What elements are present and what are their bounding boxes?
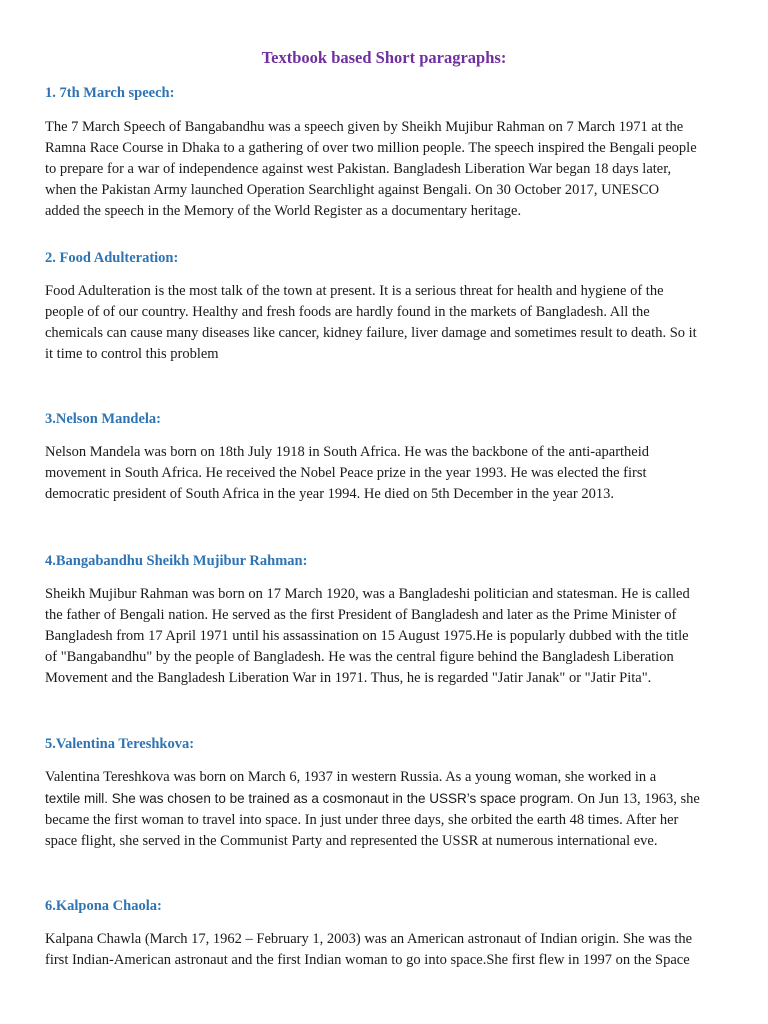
paragraph-line-segment-serif: On Jun 13, 1963, she xyxy=(573,791,700,807)
paragraph-line: when the Pakistan Army launched Operation Searchlight against Bengali. On 30 October 2017, UNESCO xyxy=(45,182,660,198)
paragraph-line: it time to control this problem xyxy=(45,346,219,362)
paragraph-line: the father of Bengali nation. He served as the first President of Bangladesh and later as the Prime Minister of xyxy=(45,607,677,623)
paragraph-7th-march-speech xyxy=(45,117,725,222)
document-title: Textbook based Short paragraphs: xyxy=(261,48,507,67)
paragraph-line-segment-sans: textile mill. She was chosen to be trained as a cosmonaut in the USSR’s space program. xyxy=(45,791,574,806)
paragraph-line: Bangladesh from 17 April 1971 until his assassination on 15 August 1975.He is popularly dubbed with the title xyxy=(45,628,689,644)
paragraph-line: added the speech in the Memory of the World Register as a documentary heritage. xyxy=(45,203,522,219)
paragraph-line: movement in South Africa. He received the Nobel Peace prize in the year 1993. He was elected the first xyxy=(45,465,647,481)
paragraph-line: Movement and the Bangladesh Liberation War in 1971. Thus, he is regarded "Jatir Janak" or "Jatir Pita". xyxy=(45,670,652,686)
section-heading-nelson-mandela: 3.Nelson Mandela: xyxy=(45,411,161,427)
section-heading-7th-march-speech: 1. 7th March speech: xyxy=(45,85,175,101)
paragraph-line: Nelson Mandela was born on 18th July 1918 in South Africa. He was the backbone of the anti-apartheid xyxy=(45,444,650,460)
paragraph-line-mixed-font xyxy=(45,788,725,810)
paragraph-line: chemicals can cause many diseases like cancer, kidney failure, liver damage and sometimes result to death. So it xyxy=(45,325,697,341)
paragraph-line: space flight, she served in the Communist Party and represented the USSR at numerous international eve. xyxy=(45,833,658,849)
paragraph-nelson-mandela xyxy=(45,442,725,505)
paragraph-line: democratic president of South Africa in the year 1994. He died on 5th December in the year 2013. xyxy=(45,486,614,502)
paragraph-line: The 7 March Speech of Bangabandhu was a speech given by Sheikh Mujibur Rahman on 7 March 1971 at the xyxy=(45,119,684,135)
paragraph-line: Food Adulteration is the most talk of the town at present. It is a serious threat for health and hygiene of the xyxy=(45,283,664,299)
paragraph-line: of "Bangabandhu" by the people of Bangladesh. He was the central figure behind the Bangladesh Liberation xyxy=(45,649,674,665)
paragraph-line: to prepare for a war of independence against west Pakistan. Bangladesh Liberation War began 18 days later, xyxy=(45,161,672,177)
paragraph-valentina-tereshkova xyxy=(45,767,725,852)
section-heading-valentina-tereshkova: 5.Valentina Tereshkova: xyxy=(45,736,195,752)
section-heading-kalpona-chaola: 6.Kalpona Chaola: xyxy=(45,898,162,914)
paragraph-line: Valentina Tereshkova was born on March 6, 1937 in western Russia. As a young woman, she worked in a xyxy=(45,769,657,785)
paragraph-line: Kalpana Chawla (March 17, 1962 – February 1, 2003) was an American astronaut of Indian origin. She was the xyxy=(45,931,693,947)
paragraph-line: people of of our country. Healthy and fresh foods are hardly found in the markets of Bangladesh. All the xyxy=(45,304,650,320)
paragraph-bangabandhu xyxy=(45,584,725,689)
section-heading-bangabandhu: 4.Bangabandhu Sheikh Mujibur Rahman: xyxy=(45,553,308,569)
paragraph-kalpona-chaola xyxy=(45,929,725,971)
paragraph-line: Ramna Race Course in Dhaka to a gathering of over two million people. The speech inspired the Bengali people xyxy=(45,140,697,156)
section-heading-food-adulteration: 2. Food Adulteration: xyxy=(45,250,179,266)
paragraph-food-adulteration xyxy=(45,281,725,365)
paragraph-line: Sheikh Mujibur Rahman was born on 17 March 1920, was a Bangladeshi politician and statesman. He is called xyxy=(45,586,690,602)
paragraph-line: first Indian-American astronaut and the first Indian woman to go into space.She first flew in 1997 on the Space xyxy=(45,952,690,968)
paragraph-line: became the first woman to travel into space. In just under three days, she orbited the earth 48 times. After her xyxy=(45,812,679,828)
